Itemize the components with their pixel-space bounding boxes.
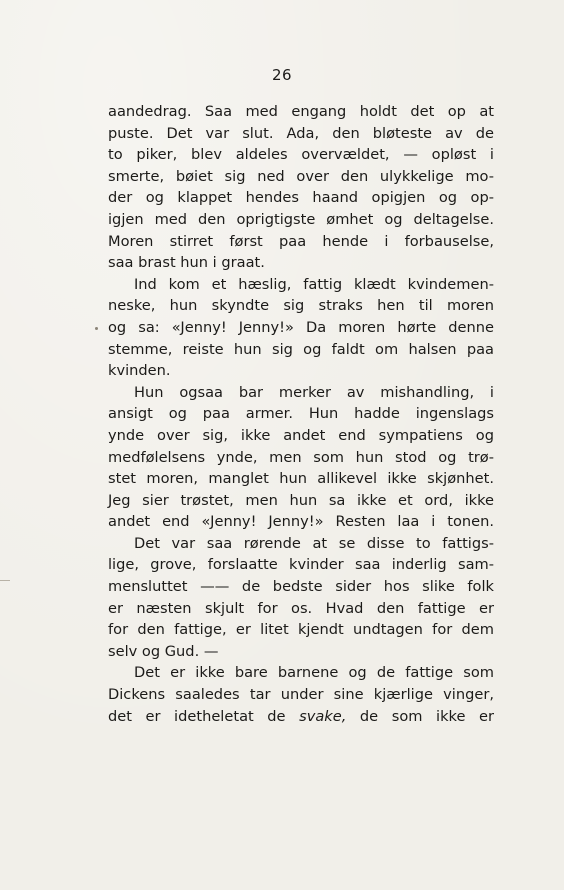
text-line: medfølelsens ynde, men som hun stod og trø- <box>108 448 494 466</box>
text-line: ansigt og paa armer. Hun hadde ingenslags <box>108 405 494 423</box>
text-line: og sa: «Jenny! Jenny!» Da moren hørte denne <box>108 318 494 336</box>
text-line: Det er ikke bare barnene og de fattige som <box>134 664 494 682</box>
text-line: er næsten skjult for os. Hvad den fattige er <box>108 599 494 617</box>
text-line: smerte, bøiet sig ned over den ulykkelige mo- <box>108 167 494 185</box>
text-line: kvinden. <box>108 362 171 380</box>
text-line: igjen med den oprigtigste ømhet og deltagelse. <box>108 210 494 228</box>
text-line: to piker, blev aldeles overvældet, — opløst i <box>108 146 494 164</box>
text-line: aandedrag. Saa med engang holdt det op at <box>108 103 494 120</box>
text-line: Ind kom et hæslig, fattig klædt kvindemen- <box>134 275 494 293</box>
text-line: puste. Det var slut. Ada, den bløteste av de <box>108 124 494 142</box>
text-line: stet moren, manglet hun allikevel ikke skjønhet. <box>108 470 494 488</box>
text-line: mensluttet —— de bedste sider hos slike folk <box>108 578 494 596</box>
text-line: saa brast hun i graat. <box>108 254 265 272</box>
body-text <box>108 101 494 727</box>
text-line: lige, grove, forslaatte kvinder saa inderlig sam- <box>108 556 494 574</box>
paper-edge-mark <box>0 580 10 581</box>
text-line: Dickens saaledes tar under sine kjærlige vinger, <box>108 686 494 704</box>
text-segment: det er idetheletat de <box>108 707 286 725</box>
text-line: ynde over sig, ikke andet end sympatiens og <box>108 426 494 444</box>
text-line: andet end «Jenny! Jenny!» Resten laa i tonen. <box>108 513 494 531</box>
text-line-final <box>108 706 494 728</box>
italic-word: svake, <box>299 707 347 725</box>
text-line: for den fattige, er litet kjendt undtagen for dem <box>108 621 494 639</box>
text-line: Moren stirret først paa hende i forbauselse, <box>108 232 494 250</box>
page-number: 26 <box>271 66 293 84</box>
text-line: neske, hun skyndte sig straks hen til moren <box>108 297 494 315</box>
text-line: Hun ogsaa bar merker av mishandling, i <box>134 383 494 401</box>
text-line: Det var saa rørende at se disse to fattigs- <box>134 534 494 552</box>
text-segment: de som ikke er <box>359 707 494 725</box>
text-line: der og klappet hendes haand opigjen og op- <box>108 189 494 207</box>
text-line: selv og Gud. — <box>108 642 219 660</box>
paper-speck <box>95 327 98 330</box>
text-line: Jeg sier trøstet, men hun sa ikke et ord, ikke <box>108 491 494 509</box>
text-line: stemme, reiste hun sig og faldt om halsen paa <box>108 340 494 358</box>
